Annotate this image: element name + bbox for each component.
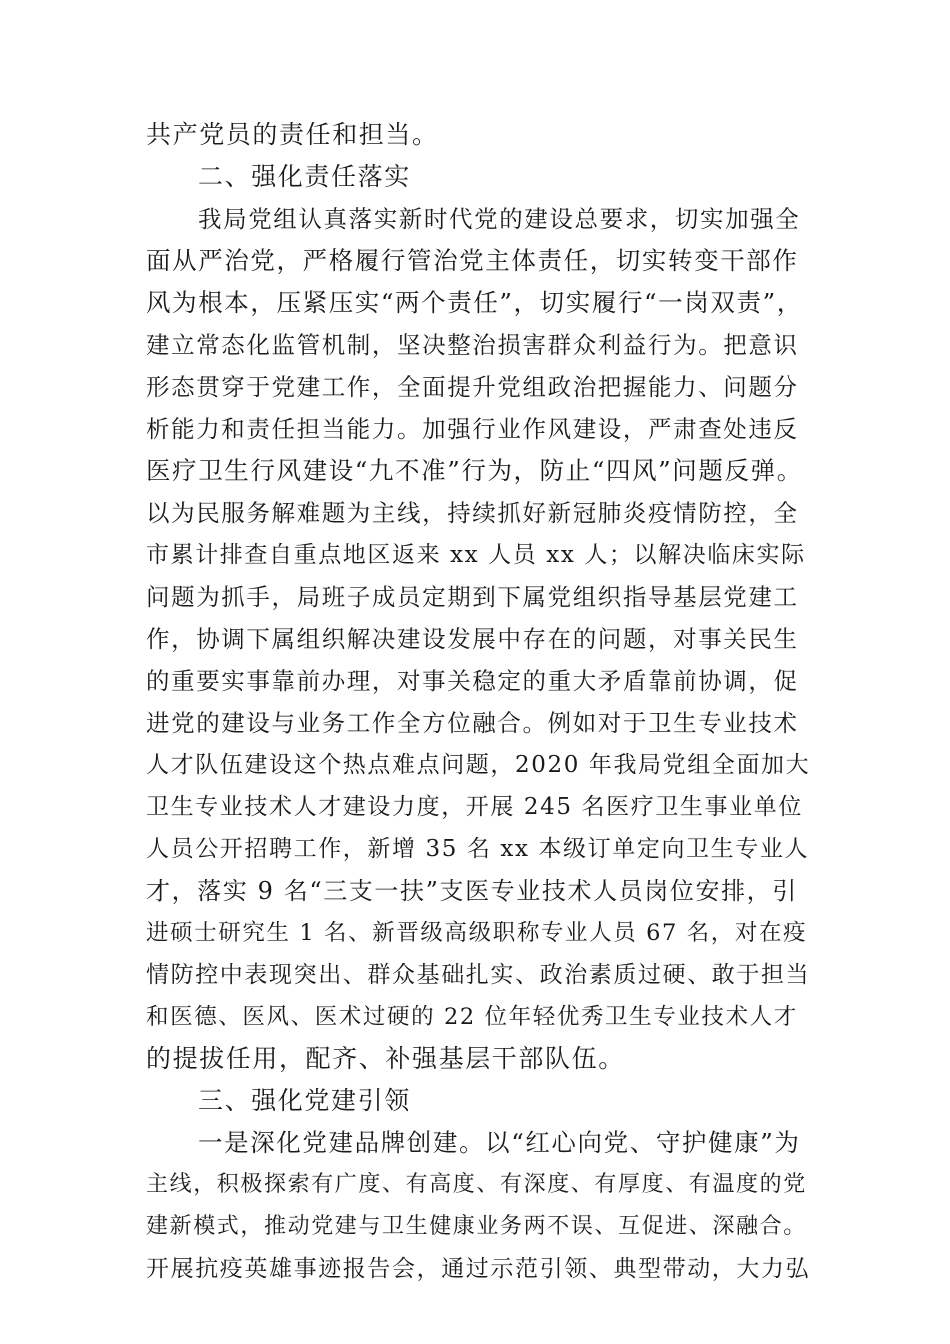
text-line: 开展抗疫英雄事迹报告会，通过示范引领、典型带动，大力弘 (146, 1256, 811, 1282)
text-line: 的提拔任用，配齐、补强基层干部队伍。 (146, 1044, 625, 1073)
text-line: 卫生专业技术人才建设力度，开展 245 名医疗卫生事业单位 (146, 794, 803, 820)
text-line: 问题为抓手，局班子成员定期到下属党组织指导基层党建工 (146, 583, 799, 611)
text-line: 情防控中表现突出、群众基础扎实、政治素质过硬、敢于担当 (146, 962, 811, 988)
text-line: 和医德、医风、医术过硬的 22 位年轻优秀卫生专业技术人才 (146, 1004, 798, 1030)
text-line: 人才队伍建设这个热点难点问题，2020 年我局党组全面加大 (146, 752, 811, 778)
text-line: 析能力和责任担当能力。加强行业作风建设，严肃查处违反 (146, 415, 799, 443)
text-line: 建新模式，推动党建与卫生健康业务两不误、互促进、深融合。 (146, 1214, 807, 1239)
text-line: 医疗卫生行风建设“九不准”行为，防止“四风”问题反弹。 (146, 456, 803, 485)
text-line: 建立常态化监管机制，坚决整治损害群众利益行为。把意识 (146, 331, 799, 359)
text-line: 面从严治党，严格履行管治党主体责任，切实转变干部作 (146, 246, 799, 275)
text-line: 形态贯穿于党建工作，全面提升党组政治把握能力、问题分 (146, 373, 799, 401)
body-text (146, 114, 810, 1290)
text-line: 进硕士研究生 1 名、新晋级高级职称专业人员 67 名，对在疫 (146, 920, 808, 946)
text-line: 进党的建设与业务工作全方位融合。例如对于卫生专业技术 (146, 709, 799, 737)
text-line: 人员公开招聘工作，新增 35 名 xx 本级订单定向卫生专业人 (146, 836, 810, 862)
text-line: 风为根本，压紧压实“两个责任”，切实履行“一岗双责”， (146, 288, 803, 317)
text-line: 二、强化责任落实 (198, 162, 411, 191)
text-line: 才，落实 9 名“三支一扶”支医专业技术人员岗位安排，引 (146, 877, 798, 905)
text-line: 的重要实事靠前办理，对事关稳定的重大矛盾靠前协调，促 (146, 667, 799, 695)
text-line: 主线，积极探索有广度、有高度、有深度、有厚度、有温度的党 (146, 1172, 807, 1197)
text-line: 一是深化党建品牌创建。以“红心向党、守护健康”为 (198, 1128, 801, 1157)
text-line: 三、强化党建引领 (198, 1086, 411, 1115)
text-line: 作，协调下属组织解决建设发展中存在的问题，对事关民生 (146, 625, 799, 653)
text-line: 以为民服务解难题为主线，持续抓好新冠肺炎疫情防控，全 (146, 499, 799, 527)
text-line: 我局党组认真落实新时代党的建设总要求，切实加强全 (198, 205, 801, 233)
text-line: 市累计排查自重点地区返来 xx 人员 xx 人；以解决临床实际 (146, 542, 806, 568)
text-line: 共产党员的责任和担当。 (146, 120, 439, 149)
